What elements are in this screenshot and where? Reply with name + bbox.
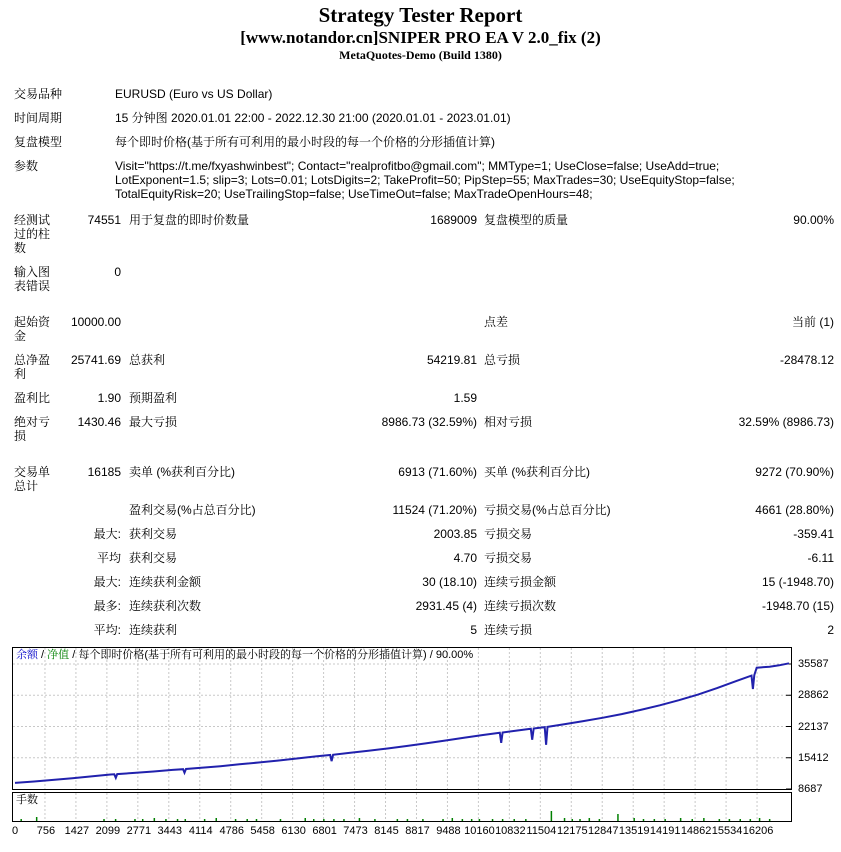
lots-panel: [12, 792, 792, 822]
stats-value: -28478.12: [779, 353, 834, 367]
stats-label: 获利交易: [129, 527, 178, 541]
stats-value: 16185: [87, 465, 121, 479]
stats-value: -1948.70 (15): [761, 599, 834, 613]
stats-label: [477, 387, 679, 411]
stats-value: 1430.46: [77, 415, 121, 429]
spacer-cell: [14, 449, 834, 461]
x-axis-label: 0: [11, 825, 19, 837]
stats-label: 点差: [484, 315, 509, 329]
stats-value: -6.11: [807, 551, 834, 565]
spacer-row: [14, 299, 834, 311]
stats-value: 15 (-1948.70): [761, 575, 834, 589]
y-axis-label: 15412: [798, 751, 829, 764]
legend-equity-label: 净值: [47, 649, 70, 661]
lots-panel-label: 手数: [16, 794, 38, 806]
stats-value: 90.00%: [793, 213, 834, 227]
stats-value: 1.90: [97, 391, 121, 405]
legend-balance-label: 余额: [16, 649, 38, 661]
stats-label: 连续亏损: [484, 623, 533, 637]
stats-value: 当前 (1): [791, 315, 834, 329]
report-title: Strategy Tester Report: [318, 3, 523, 27]
x-axis-label: 12175: [556, 825, 588, 837]
stats-label: 绝对亏损: [14, 415, 51, 443]
spacer-cell: [14, 299, 834, 311]
stats-value: 8986.73 (32.59%): [381, 415, 477, 429]
x-axis-label: 7473: [343, 825, 368, 837]
x-axis-label: 13519: [618, 825, 650, 837]
info-row: [14, 107, 827, 131]
info-row-label: 时间周期: [14, 111, 63, 125]
stats-value: 2931.45 (4): [415, 599, 477, 613]
stats-row: [14, 547, 834, 571]
stats-label: 获利交易: [129, 551, 178, 565]
info-row: [14, 83, 827, 107]
stats-row: [14, 461, 834, 499]
y-axis-label: 28862: [798, 689, 829, 702]
stats-value: 11524 (71.20%): [392, 503, 477, 517]
stats-row: [14, 499, 834, 523]
equity-curve-svg: [13, 648, 791, 789]
stats-value: 4.70: [453, 551, 477, 565]
stats-table: [14, 209, 834, 643]
stats-value: 54219.81: [426, 353, 477, 367]
stats-label: 连续获利: [129, 623, 178, 637]
info-row: [14, 155, 827, 207]
stats-value: 5: [470, 623, 477, 637]
stats-label: 总净盈利: [14, 353, 51, 381]
stats-value: 25741.69: [70, 353, 121, 367]
stats-label: 卖单 (%获利百分比): [129, 465, 235, 479]
stats-value: 6913 (71.60%): [398, 465, 477, 479]
stats-label: 盈利交易(%占总百分比): [129, 503, 256, 517]
stats-label: 预期盈利: [129, 391, 178, 405]
stats-label: 亏损交易: [484, 551, 533, 565]
info-row-value: 每个即时价格(基于所有可利用的最小时段的每一个价格的分形插值计算): [115, 135, 495, 149]
stats-label: 相对亏损: [484, 415, 533, 429]
stats-label: 复盘模型的质量: [484, 213, 569, 227]
stats-label: 亏损交易: [484, 527, 533, 541]
stats-value: 最大:: [93, 527, 121, 541]
x-axis-label: 15534: [711, 825, 743, 837]
stats-value: 1689009: [430, 213, 477, 227]
stats-value: [337, 261, 477, 299]
balance-chart-panel: [12, 647, 792, 790]
stats-value: 最多:: [93, 599, 121, 613]
stats-value: [679, 387, 834, 411]
x-axis-label: 3443: [157, 825, 183, 837]
stats-row: [14, 209, 834, 261]
chart-legend: [16, 649, 473, 662]
stats-label: 连续亏损金额: [484, 575, 557, 589]
legend-model-text: / 每个即时价格(基于所有可利用的最小时段的每一个价格的分形插值计算) / 90.00%: [69, 649, 474, 661]
info-row-label: 参数: [14, 159, 39, 173]
info-table: [14, 83, 827, 207]
stats-value: [337, 311, 477, 349]
x-axis-label: 16206: [742, 825, 774, 837]
stats-label: 总获利: [129, 353, 166, 367]
report-subtitle: [www.notandor.cn]SNIPER PRO EA V 2.0_fix (2): [240, 28, 601, 47]
stats-value: 4661 (28.80%): [755, 503, 834, 517]
legend-separator: /: [38, 649, 48, 661]
stats-value: 2: [827, 623, 834, 637]
lots-ticks-svg: [13, 793, 791, 821]
stats-label: [14, 571, 58, 595]
stats-label: 盈利比: [14, 391, 51, 405]
stats-value: 2003.85: [433, 527, 477, 541]
stats-label: [14, 523, 58, 547]
stats-label: [121, 311, 337, 349]
stats-value: 32.59% (8986.73): [738, 415, 834, 429]
stats-value: 最大:: [93, 575, 121, 589]
stats-row: [14, 595, 834, 619]
stats-label: 连续亏损次数: [484, 599, 557, 613]
info-row-value: 15 分钟图 2020.01.01 22:00 - 2022.12.30 21:00 (2020.01.01 - 2023.01.01): [115, 111, 511, 125]
x-axis-label: 1427: [64, 825, 90, 837]
stats-label: [14, 595, 58, 619]
x-axis-label: 5458: [250, 825, 275, 837]
stats-label: [477, 261, 679, 299]
stats-label: 最大亏损: [129, 415, 178, 429]
stats-label: [14, 547, 58, 571]
stats-label: 输入图表错误: [14, 265, 51, 293]
report-header: [0, 0, 841, 63]
x-axis-label: 10832: [495, 825, 526, 837]
info-row-value: EURUSD (Euro vs US Dollar): [115, 87, 273, 101]
stats-value: 平均:: [93, 623, 121, 637]
stats-row: [14, 619, 834, 643]
stats-label: 买单 (%获利百分比): [484, 465, 590, 479]
info-row-label: 交易品种: [14, 87, 63, 101]
stats-value: 1.59: [453, 391, 477, 405]
stats-value: 平均: [96, 551, 121, 565]
info-table-body: [14, 83, 827, 207]
chart-area: [12, 647, 841, 839]
x-axis-label: 8145: [374, 825, 399, 837]
x-axis-label: 4786: [219, 825, 244, 837]
x-axis-label: 14191: [649, 825, 681, 837]
stats-row: [14, 571, 834, 595]
stats-row: [14, 411, 834, 449]
x-axis-label: 2099: [95, 825, 121, 837]
stats-label: [121, 261, 337, 299]
x-axis-label: 4114: [188, 825, 213, 837]
report-server: MetaQuotes-Demo (Build 1380): [339, 48, 502, 62]
x-axis-label: 2771: [126, 825, 152, 837]
y-axis-label: 8687: [798, 783, 823, 795]
y-axis-label: 35587: [798, 658, 829, 670]
info-row-label: 复盘模型: [14, 135, 63, 149]
stats-label: 总亏损: [484, 353, 521, 367]
stats-row: [14, 523, 834, 547]
stats-value: -359.41: [793, 527, 834, 541]
stats-label: 交易单总计: [14, 465, 51, 493]
stats-label: [14, 499, 58, 523]
x-axis-label: 10160: [464, 825, 495, 837]
stats-label: [14, 619, 58, 643]
stats-value: 30 (18.10): [422, 575, 477, 589]
x-axis-label: 14862: [680, 825, 712, 837]
stats-row: [14, 261, 834, 299]
stats-value: 0: [114, 265, 121, 279]
stats-table-body: [14, 209, 834, 643]
x-axis-label: 12847: [587, 825, 619, 837]
stats-value: 10000.00: [70, 315, 121, 329]
stats-value: [58, 499, 121, 523]
stats-label: 用于复盘的即时价数量: [129, 213, 250, 227]
stats-label: 连续获利次数: [129, 599, 202, 613]
y-axis-label: 22137: [798, 720, 829, 733]
x-axis-label: 756: [36, 825, 56, 837]
stats-label: 经测试过的柱数: [14, 213, 51, 255]
stats-row: [14, 311, 834, 349]
spacer-row: [14, 449, 834, 461]
x-axis-label: 11504: [526, 825, 557, 837]
x-axis-label: 9488: [436, 825, 461, 837]
x-axis-label: 8817: [405, 825, 430, 837]
stats-label: 亏损交易(%占总百分比): [484, 503, 611, 517]
stats-value: 9272 (70.90%): [755, 465, 834, 479]
balance-line: [15, 663, 789, 783]
stats-row: [14, 387, 834, 411]
x-axis-label: 6130: [281, 825, 306, 837]
info-row: [14, 131, 827, 155]
stats-value: [679, 261, 834, 299]
x-axis-label: 6801: [312, 825, 337, 837]
stats-value: 74551: [87, 213, 121, 227]
stats-label: 起始资金: [14, 315, 51, 343]
info-row-value: Visit="https://t.me/fxyashwinbest"; Contact="realprofitbo@gmail.com"; MMType=1; UseClose=false; UseAdd=true; LotExponent=1.5; slip=3; Lots=0.01; LotsDigits=2; TakeProfit=50; PipStep=55; MaxTrades=30; UseEquityStop=false; TotalEquityRisk=20; UseTrailingStop=false; UseTimeOut=false; MaxTradeOpenHours=48;: [115, 159, 735, 201]
stats-row: [14, 349, 834, 387]
stats-label: 连续获利金额: [129, 575, 202, 589]
